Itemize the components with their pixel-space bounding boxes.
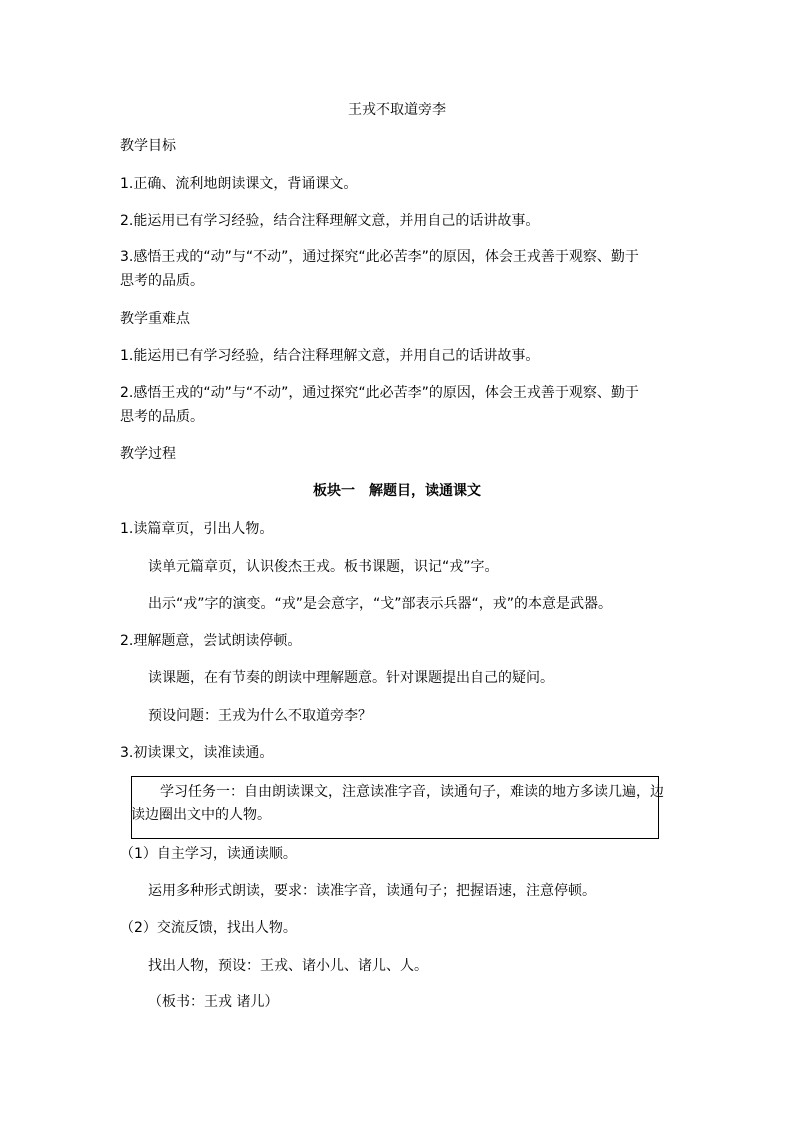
- step-text: 出示“戎”字的演变。“戎”是会意字，“戈”部表示兵器“，戎”的本意是武器。: [148, 596, 613, 612]
- task-box-line: 读边圈出文中的人物。: [131, 807, 271, 823]
- keypoint-item-continued: 思考的品质。: [120, 409, 204, 425]
- step-text: 预设问题：王戎为什么不取道旁李？: [148, 708, 372, 724]
- blackboard-note: （板书：王戎 诸儿）: [148, 994, 279, 1010]
- document-title: 王戎不取道旁李: [348, 102, 446, 118]
- keypoint-item: 2.感悟王戎的“动”与“不动”，通过探究“此必苦李”的原因，体会王戎善于观察、勤于: [120, 385, 639, 401]
- block-title: 板块一 解题目，读通课文: [313, 483, 481, 499]
- step-text: 读单元篇章页，认识俊杰王戎。板书课题，识记“戎”字。: [148, 559, 499, 575]
- step-heading: 2.理解题意，尝试朗读停顿。: [120, 633, 302, 649]
- section-heading-goals: 教学目标: [120, 138, 176, 154]
- goal-item-continued: 思考的品质。: [120, 273, 204, 289]
- step-heading: 1.读篇章页，引出人物。: [120, 521, 274, 537]
- learning-task-box: [131, 776, 664, 839]
- substep-text: 运用多种形式朗读，要求：读准字音，读通句子；把握语速，注意停顿。: [148, 883, 596, 899]
- goal-item: 1.正确、流利地朗读课文，背诵课文。: [120, 176, 358, 192]
- substep-heading: （1）自主学习，读通读顺。: [120, 846, 297, 862]
- step-text: 读课题，在有节奏的朗读中理解题意。针对课题提出自己的疑问。: [148, 670, 554, 686]
- task-box-line: 学习任务一：自由朗读课文，注意读准字音，读通句子，难读的地方多读几遍，边: [160, 784, 664, 800]
- section-heading-process: 教学过程: [120, 446, 176, 462]
- section-heading-keypoints: 教学重难点: [120, 311, 190, 327]
- keypoint-item: 1.能运用已有学习经验，结合注释理解文意，并用自己的话讲故事。: [120, 348, 540, 364]
- goal-item: 3.感悟王戎的“动”与“不动”，通过探究“此必苦李”的原因，体会王戎善于观察、勤于: [120, 249, 639, 265]
- goal-item: 2.能运用已有学习经验，结合注释理解文意，并用自己的话讲故事。: [120, 213, 540, 229]
- step-heading: 3.初读课文，读准读通。: [120, 745, 274, 761]
- substep-heading: （2）交流反馈，找出人物。: [120, 920, 297, 936]
- substep-text: 找出人物，预设：王戎、诸小儿、诸儿、人。: [148, 958, 428, 974]
